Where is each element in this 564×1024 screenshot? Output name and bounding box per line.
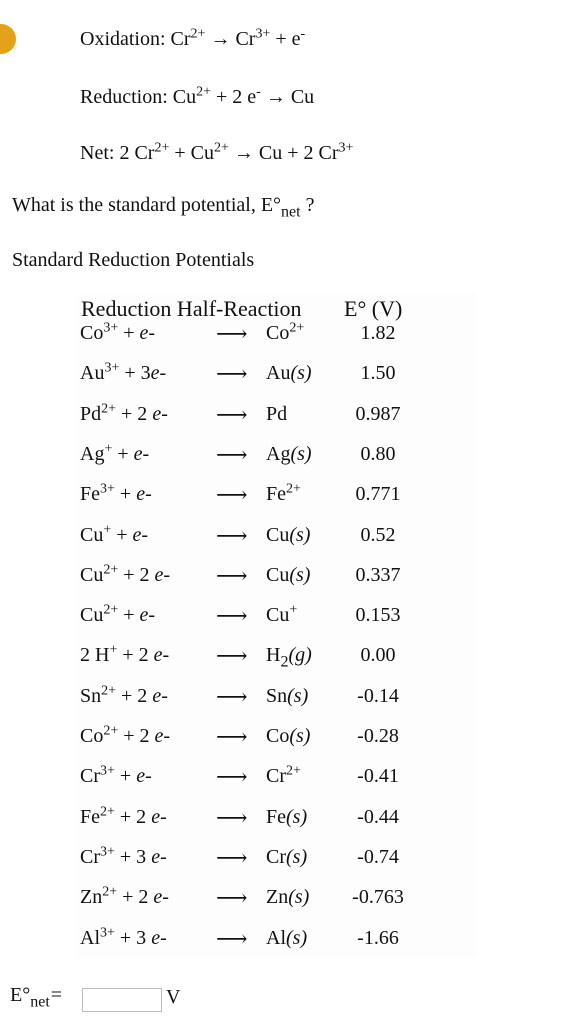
table-row <box>76 765 477 805</box>
arrow-icon: ⟶ <box>216 844 248 870</box>
answer-unit: V <box>166 986 181 1008</box>
arrow-icon: ⟶ <box>216 683 248 709</box>
reactant: $Sn^{2+} + 2$ e- <box>80 683 168 707</box>
table-header <box>81 296 403 322</box>
table-row <box>76 924 477 967</box>
arrow-icon: ⟶ <box>216 764 248 790</box>
reactant: $Co^{3+} + e-$ <box>80 320 156 344</box>
product: Cu+ <box>266 602 298 627</box>
table-row <box>76 846 477 886</box>
reactant: $Cu^{2+} + 2$ e- <box>80 562 171 586</box>
potential-value: 0.153 <box>355 604 401 627</box>
table-title: Standard Reduction Potentials <box>12 249 255 271</box>
reactant: $Au^{3+} + 3e-$ <box>80 360 167 385</box>
table-row <box>76 685 477 725</box>
product: Al(s) <box>266 926 308 949</box>
product: Zn(s) <box>266 886 310 909</box>
potential-value: 0.00 <box>360 644 396 667</box>
product: Cr(s) <box>266 845 308 868</box>
potential-value: 0.987 <box>355 402 401 425</box>
table-row <box>76 564 477 604</box>
reactant: $Al^{3+} + 3$ e- <box>80 924 167 949</box>
table-row <box>76 483 477 523</box>
potential-value: -0.28 <box>357 725 399 747</box>
product: $Fe^{2+}$ <box>266 481 301 506</box>
reactant: $Fe^{3+} + e-$ <box>80 481 152 506</box>
product: Cu(s) <box>266 563 311 586</box>
potential-value: 1.82 <box>360 322 396 344</box>
arrow-icon: ⟶ <box>216 643 248 669</box>
reactant: $Cr^{3+} + 3$ e- <box>80 844 167 868</box>
arrow-icon: ⟶ <box>216 925 248 951</box>
reactant: $Cr^{3+} + e-$ <box>80 763 152 788</box>
potential-value: -0.74 <box>357 845 399 868</box>
reactant: $Pd^{2+} + 2$ e- <box>80 400 168 425</box>
reduction-equation: Reduction: $Cu^{2+} + 2$ e- → Cu <box>80 84 315 108</box>
reactant: $Fe^{2+} + 2$ e- <box>80 803 167 828</box>
reactant: $Co^{2+} + 2$ e- <box>80 723 171 747</box>
arrow-icon: ⟶ <box>216 522 248 548</box>
arrow-icon: ⟶ <box>216 401 248 427</box>
potential-value: -0.44 <box>357 805 399 828</box>
potential-value: 0.52 <box>360 523 396 546</box>
arrow-icon: ⟶ <box>216 562 248 588</box>
arrow-icon: ⟶ <box>216 724 248 749</box>
table-row <box>76 644 477 684</box>
product: Cu(s) <box>266 523 311 546</box>
answer-input[interactable] <box>82 988 162 1012</box>
potential-value: -0.41 <box>357 765 399 788</box>
product: Ag(s) <box>266 442 312 465</box>
arrow-icon: ⟶ <box>216 361 248 387</box>
product: $Co^{2+}$ <box>266 320 305 344</box>
table-row <box>76 725 477 765</box>
net-equation: Net: 2 $Cr^{2+} + Cu^{2+} \to Cu + 2$ $Cr^{3+}$ <box>80 140 354 164</box>
table-row <box>76 322 477 362</box>
product: Sn(s) <box>266 684 309 707</box>
header-potential: E° (V) <box>344 296 403 321</box>
product: Fe(s) <box>266 805 308 828</box>
reactant: Cu+ + e- <box>80 521 149 546</box>
product: $H_2(g)$ <box>266 644 312 671</box>
potential-value: 1.50 <box>360 362 396 385</box>
question-text: What is the standard potential, $E^\circ_{net}$ ? <box>12 194 315 221</box>
table-row <box>76 521 477 564</box>
arrow-icon: ⟶ <box>216 482 248 508</box>
table-row <box>76 803 477 846</box>
product: Au(s) <box>266 362 312 385</box>
question-marker-dot <box>0 24 16 54</box>
potential-value: 0.337 <box>355 563 401 586</box>
table-row <box>76 443 477 483</box>
product: Pd <box>266 402 288 425</box>
potential-value: 0.771 <box>355 483 401 506</box>
table-row <box>76 400 477 443</box>
table-row <box>76 604 477 644</box>
arrow-icon: ⟶ <box>216 603 248 629</box>
arrow-icon: ⟶ <box>216 885 248 911</box>
table-row <box>76 886 477 926</box>
product: $Cr^{2+}$ <box>266 763 301 788</box>
potential-value: -1.66 <box>357 926 399 949</box>
oxidation-equation: Oxidation: $Cr^{2+} \to Cr^{3+} + e^-$ <box>80 26 306 50</box>
product: Co(s) <box>266 725 311 747</box>
arrow-icon: ⟶ <box>216 441 248 467</box>
header-reaction: Reduction Half-Reaction <box>81 296 302 321</box>
answer-label: $E^\circ_{net}=$ <box>10 984 63 1011</box>
reduction-potentials-table <box>76 294 477 958</box>
reactant: $Zn^{2+} + 2$ e- <box>80 884 169 909</box>
arrow-icon: ⟶ <box>216 321 248 346</box>
potential-value: -0.14 <box>357 684 399 707</box>
reactant: Ag+ + e- <box>80 441 150 465</box>
reactant: 2 H+ + 2 e- <box>80 642 170 667</box>
reactant: $Cu^{2+} + e-$ <box>80 602 156 627</box>
table-row <box>76 362 477 402</box>
potential-value: -0.763 <box>352 886 404 909</box>
potential-value: 0.80 <box>360 442 396 465</box>
arrow-icon: ⟶ <box>216 804 248 830</box>
